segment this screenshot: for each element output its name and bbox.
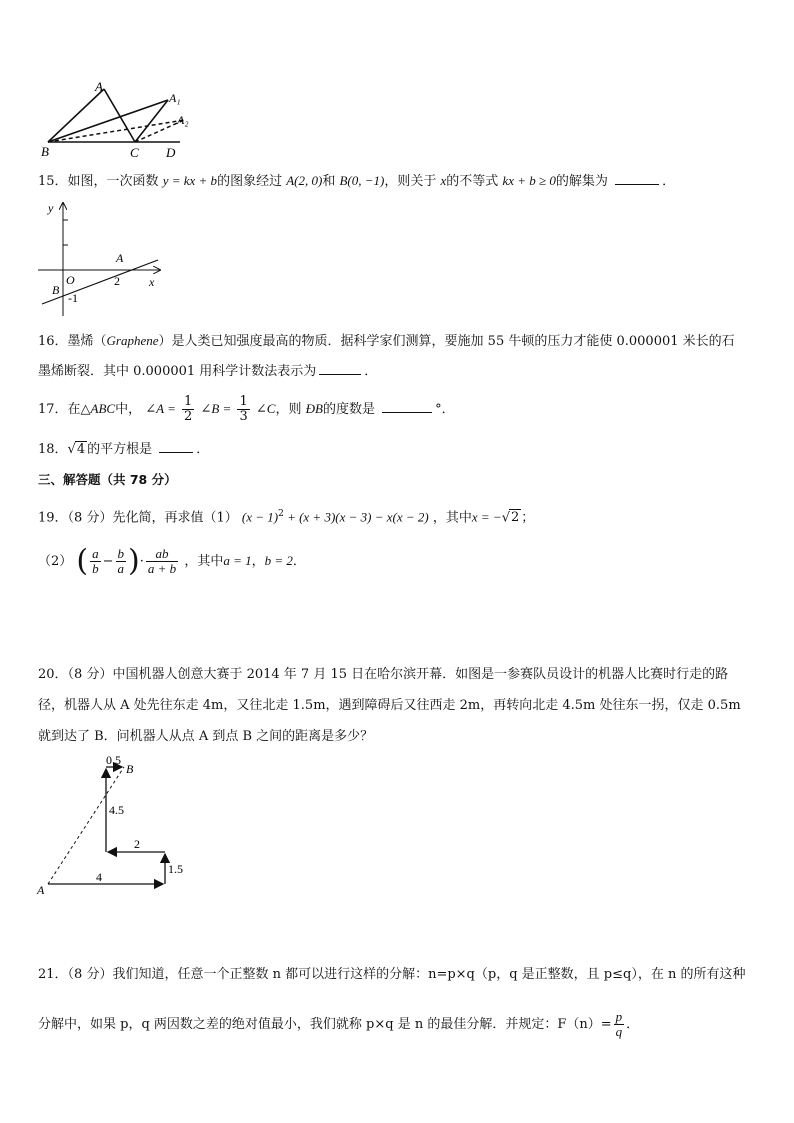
label-c: C	[130, 145, 139, 160]
question-20-line-2: 径，机器人从 A 处先往东走 4m，又往北走 1.5m，遇到障碍后又往西走 2m，再转向北走 4.5m 处往东一拐，仅走 0.5m	[38, 698, 741, 713]
question-18: 18．√4 的平方根是 ．	[38, 442, 210, 457]
answer-blank[interactable]	[382, 400, 432, 413]
svg-text:A: A	[37, 883, 45, 897]
label-a: A	[95, 80, 103, 94]
question-16-line-1: 16．墨烯（Graphene）是人类已知强度最高的物质．据科学家们测算，要施加 55 牛顿的压力才能使 0.000001 米长的石	[38, 333, 735, 349]
svg-text:0.5: 0.5	[106, 753, 121, 767]
question-21-line-2: 分解中，如果 p，q 两因数之差的绝对值最小，我们就称 p×q 是 n 的最佳分解．并规定：F（n）= $\frac{p}{q}$ ．	[38, 1009, 640, 1039]
section-heading: 三、解答题（共 78 分）	[38, 472, 177, 487]
answer-blank[interactable]	[615, 172, 659, 185]
svg-text:2: 2	[134, 837, 140, 851]
segment-ba	[48, 89, 104, 142]
function-line	[42, 260, 158, 304]
fraction-p-over-q: $\frac{p}{q}$	[615, 1009, 623, 1039]
label-a2: A₂	[177, 113, 189, 127]
svg-text:y: y	[48, 201, 54, 215]
robot-path-figure	[34, 752, 194, 900]
label-b: B	[41, 144, 49, 159]
answer-blank[interactable]	[319, 362, 361, 375]
svg-text:4.5: 4.5	[109, 803, 124, 817]
answer-blank[interactable]	[159, 440, 193, 453]
question-17: 17．在△ABC中， ∠A = $\frac{1}{2}$ ∠B = $\frac{1}{3}$ ∠C，则 ÐB的度数是 °．	[38, 394, 455, 424]
svg-text:A: A	[116, 251, 124, 265]
label-a1: A₁	[169, 91, 181, 105]
svg-text:B: B	[52, 283, 60, 297]
svg-text:B: B	[126, 762, 134, 776]
question-19-part-2: （2） ( $\frac{a}{b}$ − $\frac{b}{a}$ )· $\frac{ab}{a + b}$ ，其中a = 1，b = 2．	[38, 543, 306, 579]
svg-text:1.5: 1.5	[168, 862, 183, 876]
svg-text:4: 4	[96, 870, 102, 884]
triangle-rotation-figure	[38, 80, 198, 160]
svg-text:2: 2	[114, 274, 120, 288]
question-20-line-1: 20．（8 分）中国机器人创意大赛于 2014 年 7 月 15 日在哈尔滨开幕．如图是一参赛队员设计的机器人比赛时行走的路	[38, 667, 729, 682]
fraction-half: $\frac{1}{2}$	[184, 394, 193, 424]
sqrt-symbol: √	[501, 510, 511, 526]
svg-text:-1: -1	[68, 291, 78, 305]
svg-text:x: x	[149, 275, 155, 289]
segment-ac	[104, 89, 135, 142]
sqrt-symbol: √	[67, 442, 76, 457]
fraction-third: $\frac{1}{3}$	[239, 394, 248, 424]
svg-text:O: O	[66, 273, 75, 287]
question-20-line-3: 就到达了 B．问机器人从点 A 到点 B 之间的距离是多少？	[38, 729, 374, 744]
linear-function-graph	[30, 198, 170, 320]
question-21-line-1: 21．（8 分）我们知道，任意一个正整数 n 都可以进行这样的分解：n=p×q（p，q 是正整数，且 p≤q），在 n 的所有这种	[38, 967, 746, 982]
question-19-part-1: 19．（8 分）先化简，再求值（1） $(x - 1)^2 + (x + 3)(x - 3) - x(x - 2)$ ，其中x = −√2 ；	[38, 509, 535, 526]
label-d: D	[166, 145, 176, 160]
question-15: 15．如图，一次函数 y = kx + b的图象经过 A(2, 0)和 B(0, −1)，则关于 x的不等式 kx + b ≥ 0的解集为 ．	[38, 173, 676, 189]
distance-ab-dashed	[48, 767, 124, 884]
question-16-line-2: 墨烯断裂．其中 0.000001 用科学计数法表示为 ．	[38, 364, 378, 379]
